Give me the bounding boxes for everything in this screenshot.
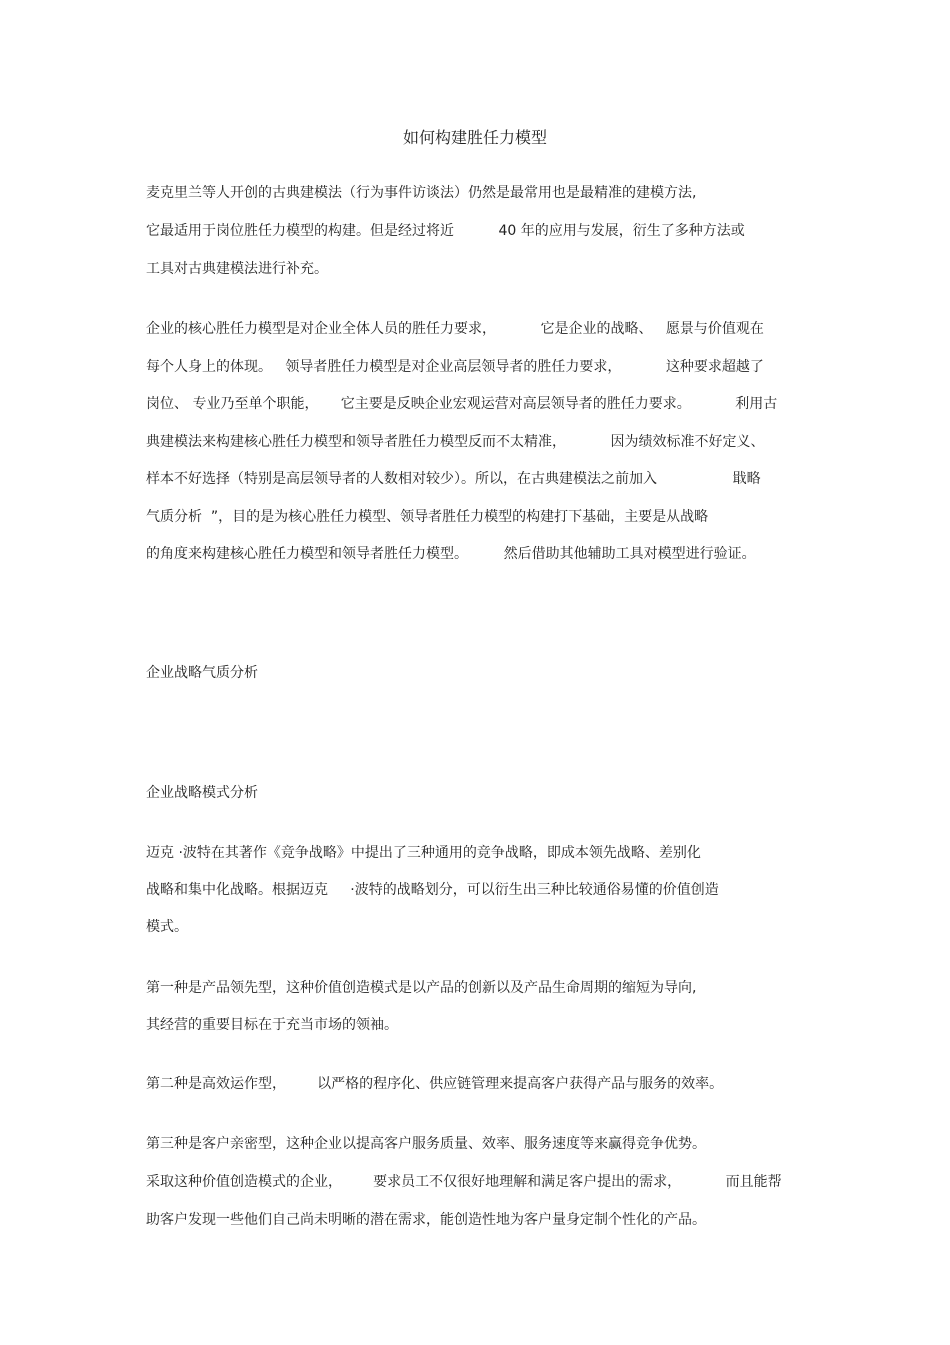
- core-line-5: 样本不好选择（特别是高层领导者的人数相对较少）。所以，在古典建模法之前加入 戢略: [146, 471, 761, 487]
- type3-line-3: 助客户发现一些他们自己尚未明晰的潜在需求，能创造性地为客户量身定制个性化的产品。: [146, 1212, 706, 1228]
- porter-line-3: 模式。: [146, 919, 188, 935]
- section-heading-strategic-temperament: 企业战略气质分析: [146, 665, 258, 681]
- porter-line-1: 迈克 ·波特在其著作《竞争战略》中提出了三种通用的竞争战略，即成本领先战略、差别化: [146, 845, 701, 861]
- intro-line-3: 工具对古典建模法进行补充。: [146, 261, 328, 277]
- core-line-6: 气质分析 ”，目的是为核心胜任力模型、领导者胜任力模型的构建打下基础，主要是从战略: [146, 509, 709, 525]
- document-title: 如何构建胜任力模型: [402, 128, 547, 147]
- intro-line-2: 它最适用于岗位胜任力模型的构建。但是经过将近 40 年的应用与发展，衍生了多种方法或: [146, 223, 745, 239]
- type2-line: 第二种是高效运作型， 以严格的程序化、供应链管理来提高客户获得产品与服务的效率。: [146, 1076, 724, 1092]
- core-line-7: 的角度来构建核心胜任力模型和领导者胜任力模型。 然后借助其他辅助工具对模型进行验证。: [146, 546, 756, 562]
- core-line-1: 企业的核心胜任力模型是对企业全体人员的胜任力要求， 它是企业的战略、 愿景与价值观在: [146, 321, 764, 337]
- core-line-4: 典建模法来构建核心胜任力模型和领导者胜任力模型反而不太精准， 因为绩效标准不好定义、: [146, 434, 765, 450]
- intro-line-1: 麦克里兰等人开创的古典建模法（行为事件访谈法）仍然是最常用也是最精准的建模方法,: [146, 185, 697, 201]
- core-line-2: 每个人身上的体现。 领导者胜任力模型是对企业高层领导者的胜任力要求， 这种要求超越了: [146, 359, 764, 375]
- type3-line-2: 采取这种价值创造模式的企业， 要求员工不仅很好地理解和满足客户提出的需求， 而且能帮: [146, 1174, 782, 1190]
- type3-line-1: 第三种是客户亲密型，这种企业以提高客户服务质量、效率、服务速度等来赢得竞争优势。: [146, 1136, 706, 1152]
- type1-line-1: 第一种是产品领先型，这种价值创造模式是以产品的创新以及产品生命周期的缩短为导向,: [146, 980, 697, 996]
- type1-line-2: 其经营的重要目标在于充当市场的领袖。: [146, 1017, 398, 1033]
- section-heading-strategic-mode: 企业战略模式分析: [146, 785, 258, 801]
- porter-line-2: 战略和集中化战略。根据迈克 ·波特的战略划分，可以衍生出三种比较通俗易懂的价值创造: [146, 882, 719, 898]
- core-line-3: 岗位、 专业乃至单个职能， 它主要是反映企业宏观运营对高层领导者的胜任力要求。 利用古: [146, 396, 778, 412]
